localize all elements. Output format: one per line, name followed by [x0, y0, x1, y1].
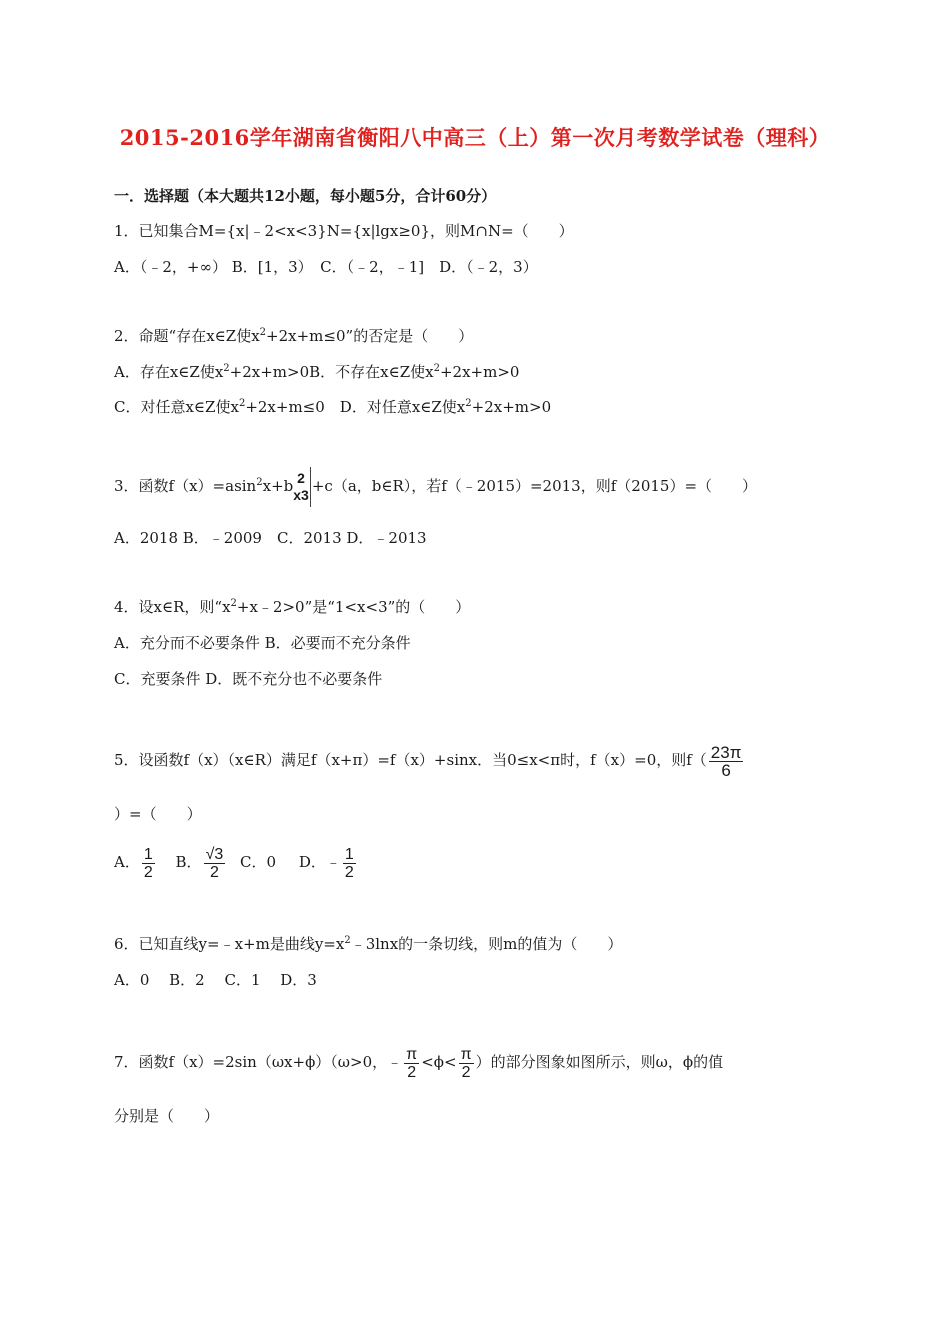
question-2-options-ab: A．存在x∈Z使$x^2+2x+m>0B$．不存在x∈Z使$x^2+2x+m>0$	[114, 363, 520, 381]
fraction-half: $\frac{1}{2}$	[143, 845, 153, 881]
question-6-options: A．0 B．2 C．1 D．3	[114, 971, 317, 989]
question-2-stem: 2．命题“存在x∈Z使$x^2+2x+m\le 0$”的否定是（ ）	[114, 327, 474, 345]
question-7-stem: 7．函数f（x）=2sin（ωx+ϕ）（ω>0，﹣ $\frac{\pi}{2}$ <ϕ< $\frac{\pi}{2}$ ）的部分图象如图所示，则ω，ϕ的值	[114, 1045, 724, 1081]
question-2-options-cd: C．对任意x∈Z使$x^2+2x+m\le 0$ D．对任意x∈Z使$x^2+2x+m>0$	[114, 398, 552, 416]
fraction-pi-over-2-right: $\frac{\pi}{2}$	[460, 1045, 472, 1081]
exponent-fraction: 2 x3	[293, 470, 309, 503]
question-5-stem: 5．设函数f（x）（x∈R）满足f（x+π）=f（x）+sinx．当0≤x<π时，f（x）=0，则f（ $\frac{23\pi}{6}$	[114, 742, 742, 780]
question-3-options: A．2018 B．﹣2009 C．2013 D．﹣2013	[114, 529, 427, 547]
question-5-stem-cont: ）=（ ）	[114, 805, 202, 823]
question-6-stem: 6．已知直线y=﹣x+m是曲线$y=x^2﹣3\ln x$的一条切线，则m的值为（ ）	[114, 935, 623, 953]
fraction-23pi-over-6: $\frac{23\pi}{6}$	[710, 742, 742, 780]
question-4-options-cd: C．充要条件 D．既不充分也不必要条件	[114, 670, 383, 688]
question-3-stem: 3．函数f（x）=asin$^2$x+b 2 x3 +c（a，b∈R），若f（﹣2015）=2013，则f（2015）=（ ）	[114, 458, 757, 514]
question-5-options: A． $\frac{1}{2}$ B． $\frac{√3}{2}$ C．0 D．﹣ $\frac{1}{2}$	[114, 845, 354, 881]
page-title: 2015-2016学年湖南省衡阳八中高三（上）第一次月考数学试卷（理科）	[119, 125, 831, 150]
fraction-pi-over-2-left: $\frac{\pi}{2}$	[406, 1045, 418, 1081]
question-4-stem: 4．设x∈R，则“$x^2+x﹣2>0$”是“1<x<3”的（ ）	[114, 598, 471, 616]
question-1-stem: 1．已知集合M={x|﹣2<x<3}N={x|lgx≥0}，则M∩N=（ ）	[114, 222, 574, 240]
section-heading: 一．选择题（本大题共12小题，每小题5分，合计60分）	[114, 187, 497, 205]
fraction-sqrt3-over-2: $\frac{√3}{2}$	[205, 845, 224, 881]
question-1-options: A．（﹣2，+∞） B．[1，3） C．（﹣2，﹣1] D．（﹣2，3）	[114, 258, 538, 276]
fraction-neg-half: $\frac{1}{2}$	[344, 845, 354, 881]
fraction-bar-divider	[310, 467, 311, 507]
question-4-options-ab: A．充分而不必要条件 B．必要而不充分条件	[114, 634, 411, 652]
question-7-stem-cont: 分别是（ ）	[114, 1107, 220, 1125]
